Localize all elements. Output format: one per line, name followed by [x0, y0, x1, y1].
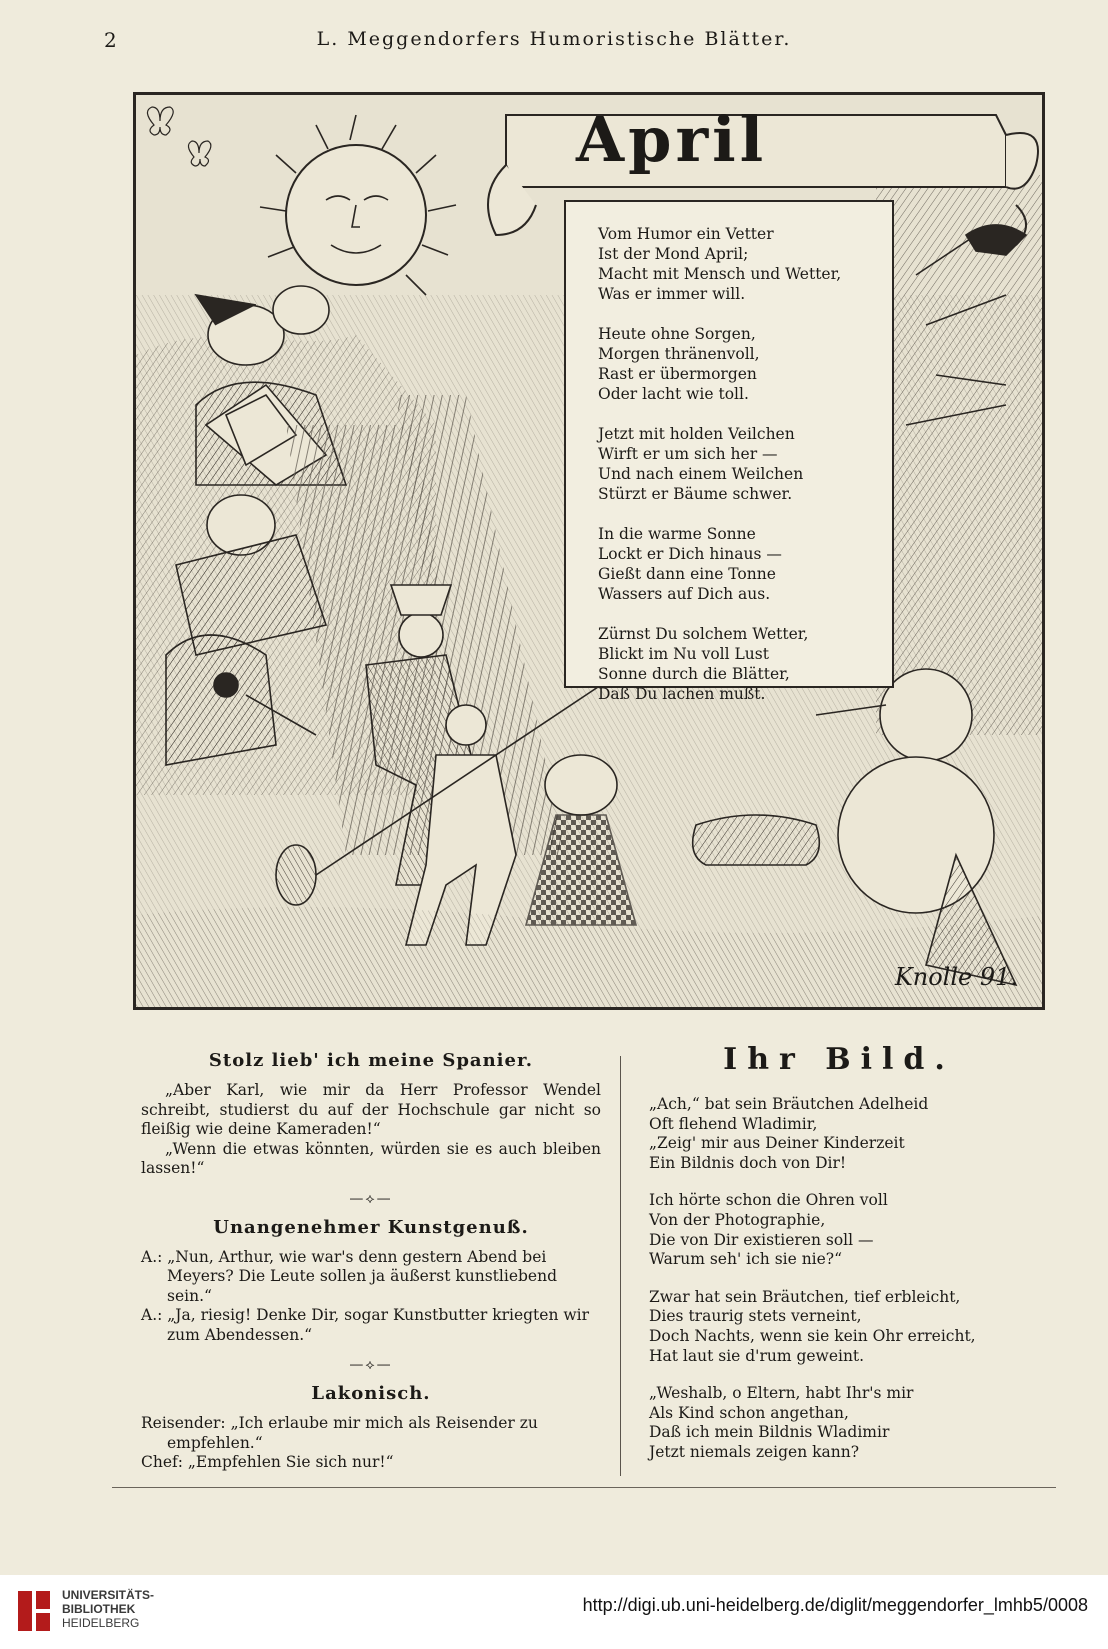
page-number: 2	[104, 28, 117, 52]
poem-heading: Ihr Bild.	[723, 1042, 955, 1077]
verse-line: „Ach,“ bat sein Bräutchen Adelheid	[649, 1095, 929, 1113]
poem-line: Lockt er Dich hinaus —	[598, 545, 782, 563]
right-column	[649, 1040, 1029, 1481]
poem-box	[564, 200, 894, 703]
verse-line: Doch Nachts, wenn sie kein Ohr erreicht,	[649, 1326, 976, 1345]
poem-stanza	[598, 624, 878, 704]
verse-line: Warum seh' ich sie nie?“	[649, 1250, 843, 1269]
poem-line: Vom Humor ein Vetter	[598, 225, 774, 243]
university-logo-icon	[16, 1589, 52, 1633]
poem-line: Oder lacht wie toll.	[598, 385, 749, 403]
library-name-line: HEIDELBERG	[62, 1616, 140, 1630]
verse-line: „Zeig' mir aus Deiner Kinderzeit	[649, 1134, 905, 1153]
sun-face	[260, 115, 456, 295]
poem-line: Wassers auf Dich aus.	[598, 585, 771, 603]
poem-stanza	[598, 224, 878, 304]
poem-line: Morgen thränenvoll,	[598, 345, 760, 363]
section-heading: Unangenehmer Kunstgenuß.	[213, 1216, 529, 1238]
section-divider: —⟡—	[349, 1190, 393, 1207]
verse-line: Als Kind schon angethan,	[649, 1403, 849, 1422]
artist-signature: Knolle 91.	[894, 963, 1018, 991]
poem-line: Was er immer will.	[598, 285, 746, 303]
verse-stanza	[649, 1095, 1029, 1173]
dialog-line: Chef: „Empfehlen Sie sich nur!“	[141, 1453, 394, 1471]
verse-line: Die von Dir existieren soll —	[649, 1230, 874, 1249]
dialog-line: A.: „Ja, riesig! Denke Dir, sogar Kunstbutter kriegten wir zum Abendessen.“	[141, 1306, 590, 1344]
library-name	[62, 1588, 154, 1630]
poem-line: Ist der Mond April;	[598, 245, 749, 263]
verse-line: Ein Bildnis doch von Dir!	[649, 1153, 847, 1172]
poem-line: Blickt im Nu voll Lust	[598, 645, 769, 663]
left-column	[141, 1040, 601, 1473]
paragraph: „Wenn die etwas könnten, würden sie es auch bleiben lassen!“	[141, 1139, 601, 1177]
verse-stanza	[649, 1288, 1029, 1366]
poem-line: Rast er übermorgen	[598, 365, 757, 383]
dialog-line: Reisender: „Ich erlaube mir mich als Reisender zu empfehlen.“	[141, 1414, 538, 1452]
poem-line: Wirft er um sich her —	[598, 445, 778, 463]
library-name-line: UNIVERSITÄTS-	[62, 1588, 155, 1602]
verse-stanza	[649, 1384, 1029, 1462]
verse-line: Hat laut sie d'rum geweint.	[649, 1346, 865, 1365]
poem-stanza	[598, 424, 878, 504]
dialog-line: A.: „Nun, Arthur, wie war's denn gestern Abend bei Meyers? Die Leute sollen ja äußerst kunstliebend sein.“	[141, 1247, 557, 1305]
column-divider	[620, 1056, 621, 1476]
section-heading: Stolz lieb' ich meine Spanier.	[208, 1050, 534, 1071]
verse-line: Dies traurig stets verneint,	[649, 1307, 862, 1326]
verse-line: Jetzt niemals zeigen kann?	[649, 1442, 860, 1461]
bottom-rule	[112, 1487, 1056, 1488]
poem-line: Macht mit Mensch und Wetter,	[598, 265, 842, 283]
poem-line: Und nach einem Weilchen	[598, 465, 804, 483]
poem-line: Stürzt er Bäume schwer.	[598, 485, 793, 503]
verse-line: Daß ich mein Bildnis Wladimir	[649, 1423, 890, 1442]
verse-stanza	[649, 1191, 1029, 1269]
paragraph: „Aber Karl, wie mir da Herr Professor Wendel schreibt, studierst du auf der Hochschule gar nicht so fleißig wie deine Kameraden!“	[141, 1081, 601, 1138]
poem-line: Zürnst Du solchem Wetter,	[598, 625, 809, 643]
poem-stanza	[598, 324, 878, 404]
library-name-line: BIBLIOTHEK	[62, 1602, 136, 1616]
verse-line: Ich hörte schon die Ohren voll	[649, 1191, 888, 1210]
section-divider: —⟡—	[349, 1357, 393, 1373]
poem-stanza	[598, 524, 878, 604]
april-illustration	[133, 92, 1045, 1010]
poem-line: In die warme Sonne	[598, 525, 756, 543]
text-columns	[133, 1040, 1045, 1485]
poem-line: Daß Du lachen mußt.	[598, 685, 766, 703]
banner-title: April	[576, 103, 768, 176]
poem-line: Gießt dann eine Tonne	[598, 565, 776, 583]
running-title: L. Meggendorfers Humoristische Blätter.	[316, 28, 792, 50]
verse-line: Von der Photographie,	[649, 1210, 826, 1229]
poem-line: Heute ohne Sorgen,	[598, 325, 756, 343]
source-url-link[interactable]: http://digi.ub.uni-heidelberg.de/diglit/meggendorfer_lmhb5/0008	[582, 1595, 1088, 1615]
butterflies	[147, 107, 210, 166]
verse-line: „Weshalb, o Eltern, habt Ihr's mir	[649, 1384, 914, 1403]
footer-bar	[0, 1575, 1108, 1649]
section-heading: Lakonisch.	[311, 1383, 431, 1404]
poem-line: Jetzt mit holden Veilchen	[598, 425, 795, 443]
verse-line: Zwar hat sein Bräutchen, tief erbleicht,	[649, 1287, 961, 1306]
verse-line: Oft flehend Wladimir,	[649, 1114, 818, 1133]
poem-line: Sonne durch die Blätter,	[598, 665, 790, 683]
